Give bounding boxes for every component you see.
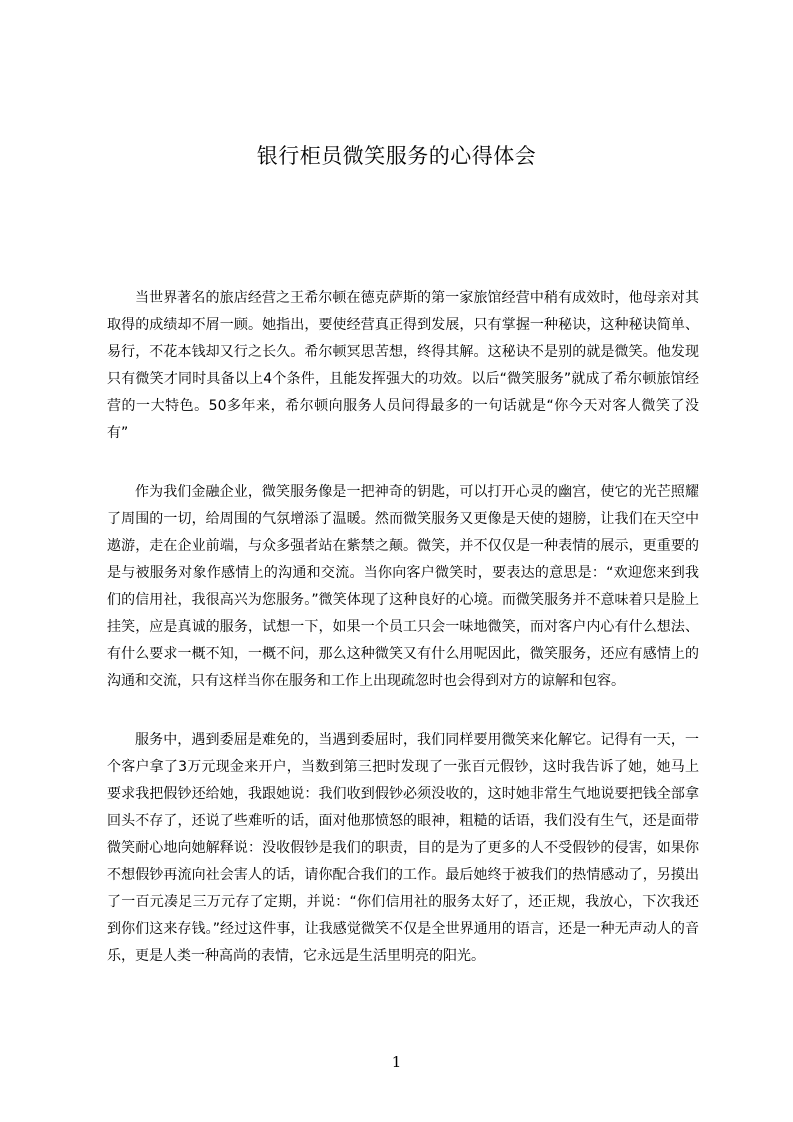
paragraph-1: 当世界著名的旅店经营之王希尔顿在德克萨斯的第一家旅馆经营中稍有成效时，他母亲对其取得的成绩却不屑一顾。她指出，要使经营真正得到发展，只有掌握一种秘诀，这种秘诀简单、易行，不花本钱却又行之长久。希尔顿冥思苦想，终得其解。这秘诀不是别的就是微笑。他发现只有微笑才同时具备以上4个条件，且能发挥强大的功效。以后“微笑服务”就成了希尔顿旅馆经营的一大特色。50多年来，希尔顿向服务人员问得最多的一句话就是“你今天对客人微笑了没有” — [107, 290, 699, 441]
page-title: 银行柜员微笑服务的心得体会 — [256, 144, 537, 168]
page-number: 1 — [391, 1053, 402, 1071]
paragraph-2: 作为我们金融企业，微笑服务像是一把神奇的钥匙，可以打开心灵的幽宫，使它的光芒照耀了周围的一切，给周围的气氛增添了温暖。然而微笑服务又更像是天使的翅膀，让我们在天空中遨游，走在企业前端，与众多强者站在紫禁之颠。微笑，并不仅仅是一种表情的展示，更重要的是与被服务对象作感情上的沟通和交流。当你向客户微笑时，要表达的意思是：“欢迎您来到我们的信用社，我很高兴为您服务。”微笑体现了这种良好的心境。而微笑服务并不意味着只是脸上挂笑，应是真诚的服务，试想一下，如果一个员工只会一味地微笑，而对客户内心有什么想法、有什么要求一概不知，一概不问，那么这种微笑又有什么用呢因此，微笑服务，还应有感情上的沟通和交流，只有这样当你在服务和工作上出现疏忽时也会得到对方的谅解和包容。 — [107, 484, 699, 689]
paragraph-3: 服务中，遇到委屈是难免的，当遇到委屈时，我们同样要用微笑来化解它。记得有一天，一个客户拿了3万元现金来开户，当数到第三把时发现了一张百元假钞，这时我告诉了她，她马上要求我把假钞还给她，我跟她说：我们收到假钞必须没收的，这时她非常生气地说要把钱全部拿回头不存了，还说了些难听的话，面对他那愤怒的眼神，粗糙的话语，我们没有生气，还是面带微笑耐心地向她解释说：没收假钞是我们的职责，目的是为了更多的人不受假钞的侵害，如果你不想假钞再流向社会害人的话，请你配合我们的工作。最后她终于被我们的热情感动了，另摸出了一百元凑足三万元存了定期，并说：“你们信用社的服务太好了，还正规，我放心，下次我还到你们这来存钱。”经过这件事，让我感觉微笑不仅是全世界通用的语言，还是一种无声动人的音乐，更是人类一种高尚的表情，它永远是生活里明亮的阳光。 — [107, 732, 699, 964]
document-body — [107, 285, 699, 1002]
